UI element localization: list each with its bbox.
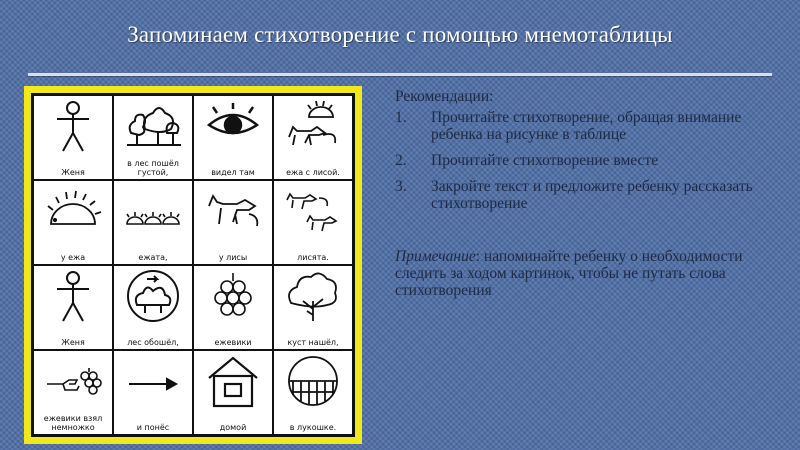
- arrow-right-icon: [122, 354, 184, 408]
- stick-figure-icon: [42, 269, 104, 323]
- mnemo-cell: [193, 180, 273, 265]
- mnemo-cell: [113, 95, 193, 180]
- mnemo-cell: [113, 265, 193, 350]
- cell-caption: видел там: [211, 168, 255, 177]
- recommendations-list: [395, 109, 775, 212]
- cell-caption: домой: [219, 423, 247, 432]
- forest-circle-icon: [122, 269, 184, 323]
- mnemo-cell: [193, 95, 273, 180]
- mnemo-cell: [33, 95, 113, 180]
- basket-icon: [282, 354, 344, 408]
- berries-icon: [202, 269, 264, 323]
- mnemo-table: [24, 86, 362, 444]
- bush-icon: [282, 269, 344, 323]
- stick-figure-icon: [42, 99, 104, 153]
- cell-caption: Женя: [61, 338, 85, 347]
- forest-trees-icon: [122, 99, 184, 153]
- mnemo-cell: [273, 350, 353, 435]
- slide-title: Запоминаем стихотворение с помощью мнемотаблицы: [127, 22, 673, 47]
- mnemo-cell: [33, 180, 113, 265]
- cell-caption: лес обошёл,: [127, 338, 179, 347]
- list-item: [395, 109, 775, 143]
- note-text: : напоминайте ребенку о необходимости следить за ходом картинок, чтобы не путать слова стихотворения: [395, 248, 743, 299]
- list-item: [395, 152, 775, 169]
- cell-caption: ежевики взял немножко: [43, 414, 103, 432]
- mnemo-cell: [273, 265, 353, 350]
- hedgehog-fox-icon: [282, 99, 344, 153]
- title-divider: [28, 73, 772, 76]
- item-number: 2.: [395, 152, 407, 169]
- list-item: [395, 178, 775, 212]
- hedgehog-icon: [42, 184, 104, 238]
- cell-caption: куст нашёл,: [287, 338, 339, 347]
- note-label: Примечание: [395, 248, 476, 265]
- mnemo-cell: [113, 350, 193, 435]
- fox-cubs-icon: [282, 184, 344, 238]
- cell-caption: у ежа: [60, 253, 86, 262]
- cell-caption: в лукошке.: [289, 423, 337, 432]
- eye-icon: [202, 99, 264, 153]
- small-hedgehogs-icon: [122, 184, 184, 238]
- item-number: 1.: [395, 109, 407, 126]
- hand-berries-icon: [42, 354, 104, 408]
- recommendations-panel: [395, 88, 775, 299]
- mnemo-grid: [31, 93, 355, 437]
- cell-caption: ежа с лисой.: [286, 168, 340, 177]
- mnemo-cell: [113, 180, 193, 265]
- mnemo-cell: [273, 180, 353, 265]
- item-text: Прочитайте стихотворение, обращая внимание ребенка на рисунке в таблице: [431, 109, 742, 143]
- item-text: Прочитайте стихотворение вместе: [431, 152, 659, 169]
- note: [395, 248, 775, 299]
- mnemo-cell: [193, 265, 273, 350]
- cell-caption: и понёс: [136, 423, 170, 432]
- mnemo-cell: [33, 265, 113, 350]
- item-number: 3.: [395, 178, 407, 195]
- cell-caption: лисята.: [297, 253, 329, 262]
- cell-caption: ежата,: [138, 253, 168, 262]
- item-text: Закройте текст и предложите ребенку рассказать стихотворение: [431, 178, 753, 212]
- cell-caption: ежевики: [214, 338, 252, 347]
- mnemo-cell: [273, 95, 353, 180]
- fox-icon: [202, 184, 264, 238]
- cell-caption: в лес пошёл густой,: [127, 159, 179, 177]
- recommendations-heading: Рекомендации:: [395, 88, 494, 105]
- mnemo-cell: [193, 350, 273, 435]
- house-icon: [202, 354, 264, 408]
- cell-caption: Женя: [61, 168, 85, 177]
- cell-caption: у лисы: [218, 253, 248, 262]
- mnemo-cell: [33, 350, 113, 435]
